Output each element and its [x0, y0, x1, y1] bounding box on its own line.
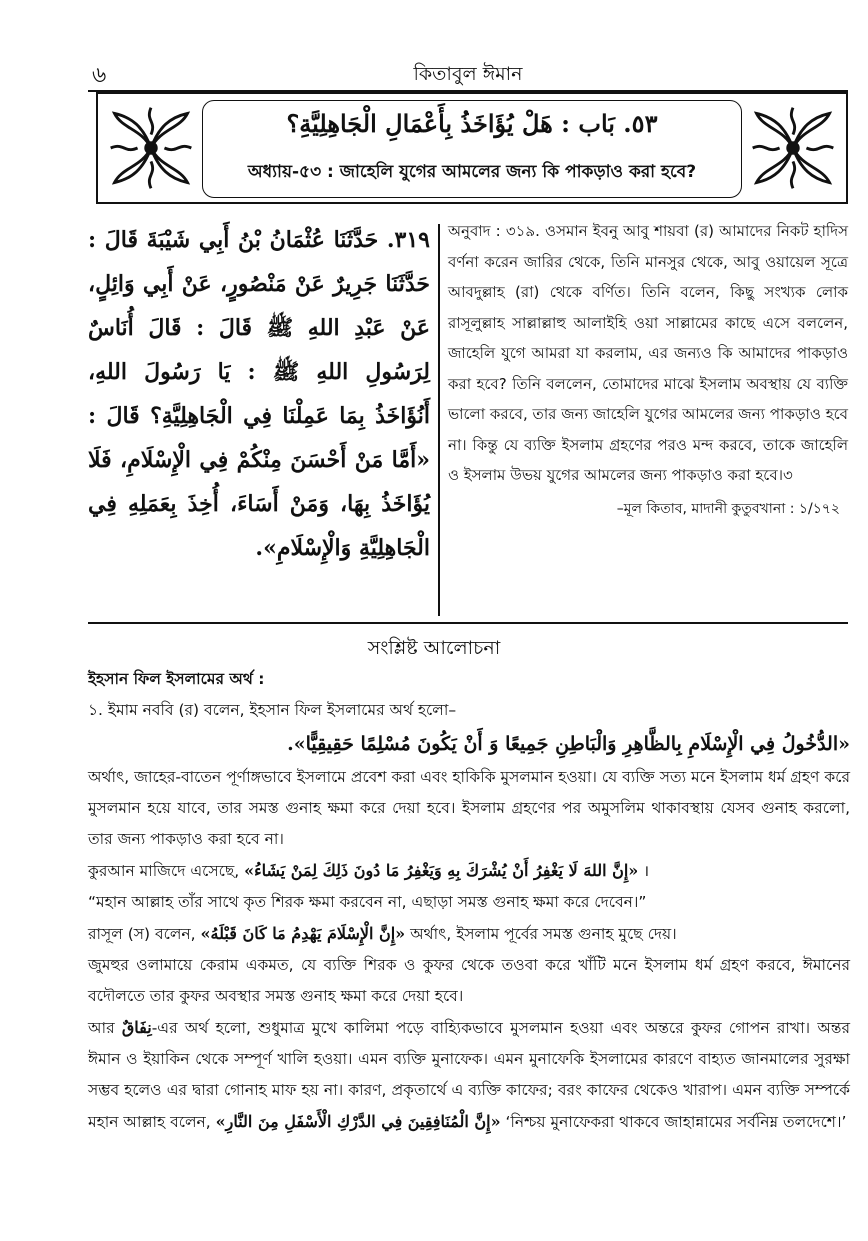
running-header — [88, 58, 848, 92]
discussion-heading: সংশ্লিষ্ট আলোচনা — [367, 637, 501, 659]
chapter-title-frame — [202, 100, 742, 198]
hadith-arabic-text: ٣١٩. حَدَّثَنَا عُثْمَانُ بْنُ أَبِي شَيْبَةَ قَالَ : حَدَّثَنَا جَرِيرٌ عَنْ مَنْصُورٍ، عَنْ أَبِي وَائِلٍ، عَنْ عَبْدِ اللهِ ﷺ قَالَ : قَالَ أُنَاسٌ لِرَسُولِ اللهِ ﷺ : يَا رَسُولَ اللهِ، أَنُؤَاخَذُ بِمَا عَمِلْنَا فِي الْجَاهِلِيَّةِ؟ قَالَ : «أَمَّا مَنْ أَحْسَنَ مِنْكُمْ فِي الْإِسْلَامِ، فَلَا يُؤَاخَذُ بِهَا، وَمَنْ أَسَاءَ، أُخِذَ بِعَمَلِهِ فِي الْجَاهِلِيَّةِ وَالْإِسْلَامِ». — [88, 227, 430, 561]
hadith-source: –মূল কিতাব, মাদানী কুতুবখানা : ১/১৭২ — [616, 500, 840, 517]
quran-translation: “মহান আল্লাহ তাঁর সাথে কৃত শিরক ক্ষমা করবেন না, এছাড়া সমস্ত গুনাহ ক্ষমা করে দেবেন।” — [88, 893, 647, 911]
munafiq-translation: ‘নিশ্চয় মুনাফেকরা থাকবে জাহান্নামের সর্বনিম্ন তলদেশে।’ — [505, 1113, 847, 1131]
discussion-body — [88, 664, 850, 1138]
hadith-quote-line — [88, 918, 850, 950]
nifaq-arabic: نِفَاقٌ — [121, 1018, 152, 1037]
discussion-paragraph-3 — [88, 1012, 850, 1138]
nifaq-prefix: আর — [88, 1019, 115, 1037]
section-divider — [88, 622, 848, 624]
column-divider — [438, 224, 440, 616]
hadith-bangla-translation: অনুবাদ : ৩১৯. ওসমান ইবনু আবু শায়বা (র) আমাদের নিকট হাদিস বর্ণনা করেন জারির থেকে, তিনি মানসুর থেকে, আবু ওয়ায়েল সূত্রে আবদুল্লাহ (রা) থেকে বর্ণিত। তিনি বলেন, কিছু সংখ্যক লোক রাসূলুল্লাহ সাল্লাল্লাহু আলাইহি ওয়া সাল্লামের কাছে এসে বললেন, জাহেলি যুগে আমরা যা করলাম, এর জন্যও কি আমাদের পাকড়াও করা হবে? তিনি বললেন, তোমাদের মাঝে ইসলাম অবস্থায় যে ব্যক্তি ভালো করবে, তার জন্য জাহেলি যুগের আমলের জন্য পাকড়াও হবে না। কিন্তু যে ব্যক্তি ইসলাম গ্রহণের পরও মন্দ করবে, তাকে জাহেলি ও ইসলাম উভয় যুগের আমলের জন্য পাকড়াও করা হবে।৩ — [448, 222, 848, 484]
nifaq-text: -এর অর্থ হলো, শুধুমাত্র মুখে কালিমা পড়ে বাহ্যিকভাবে মুসলমান হওয়া এবং অন্তরে কুফর গোপন রাখা। অন্তর ঈমান ও ইয়াকিন থেকে সম্পূর্ণ খালি হওয়া। এমন ব্যক্তি মুনাফেক। এমন মুনাফেকি ইসলামের কারণে বাহ্যত জানমালের সুরক্ষা সম্ভব হলেও এর দ্বারা গোনাহ মাফ হয় না। কারণ, প্রকৃতার্থে এ ব্যক্তি কাফের; বরং কাফের থেকেও খারাপ। এমন ব্যক্তি সম্পর্কে মহান আল্লাহ বলেন, — [88, 1019, 850, 1131]
discussion-paragraph-1: অর্থাৎ, জাহের-বাতেন পূর্ণাঙ্গভাবে ইসলামে প্রবেশ করা এবং হাকিকি মুসলমান হওয়া। যে ব্যক্তি সত্য মনে ইসলাম ধর্ম গ্রহণ করে মুসলমান হয়ে যাবে, তার সমস্ত গুনাহ ক্ষমা করে দেয়া হবে। ইসলাম গ্রহণের পর অমুসলিম থাকাবস্থায় যেসব গুনাহ করলো, তার জন্য পাকড়াও করা হবে না। — [88, 768, 850, 848]
rasul-intro: রাসূল (স) বলেন, — [88, 925, 196, 943]
quran-intro: কুরআন মাজিদে এসেছে, — [88, 862, 240, 880]
discussion-point-1: ১. ইমাম নববি (র) বলেন, ইহসান ফিল ইসলামের অর্থ হলো– — [88, 701, 457, 719]
quran-arabic: «إِنَّ اللهَ لَا يَغْفِرُ أَنْ يُشْرَكَ بِهِ وَيَغْفِرُ مَا دُونَ ذَلِكَ لِمَنْ يَشَاءُ» — [244, 861, 639, 880]
book-title: কিতাবুল ঈমান — [413, 63, 523, 85]
floral-ornament-icon — [744, 100, 842, 196]
hadith-translation-column — [448, 216, 848, 523]
nawawi-arabic-quote: «الدُّخُولُ فِي الْإِسْلَامِ بِالظَّاهِرِ وَالْبَاطِنِ جَمِيعًا وَ أَنْ يَكُونَ مُسْلِمًا حَقِيقِيًّا». — [287, 733, 850, 755]
munafiq-arabic: «إِنَّ الْمُنَافِقِينَ فِي الدَّرْكِ الْأَسْفَلِ مِنَ النَّارِ» — [215, 1112, 501, 1131]
page-number: ৬ — [92, 63, 107, 88]
discussion-subheading: ইহসান ফিল ইসলামের অর্থ : — [88, 670, 265, 688]
chapter-title-bangla: অধ্যায়-৫৩ : জাহেলি যুগের আমলের জন্য কি পাকড়াও করা হবে? — [247, 162, 697, 182]
rasul-translation: অর্থাৎ, ইসলাম পূর্বের সমস্ত গুনাহ মুছে দেয়। — [410, 925, 677, 943]
floral-ornament-icon — [102, 100, 200, 196]
discussion-paragraph-2: জুমহুর ওলামায়ে কেরাম একমত, যে ব্যক্তি শিরক ও কুফর থেকে তওবা করে খাঁটি মনে ইসলাম ধর্ম গ্রহণ করবে, ঈমানের বদৌলতে তার কুফর অবস্থার সমস্ত গুনাহ ক্ষমা করে দেয়া হবে। — [88, 956, 850, 1005]
chapter-title-arabic: ٥٣. بَاب : هَلْ يُؤَاخَذُ بِأَعْمَالِ الْجَاهِلِيَّةِ؟ — [286, 109, 658, 138]
chapter-banner — [96, 92, 848, 204]
quran-end: । — [643, 862, 650, 880]
hadith-block — [88, 214, 848, 618]
rasul-arabic: «إِنَّ الْإِسْلَامَ يَهْدِمُ مَا كَانَ قَبْلَهُ» — [200, 924, 406, 943]
quran-quote-line — [88, 855, 850, 887]
